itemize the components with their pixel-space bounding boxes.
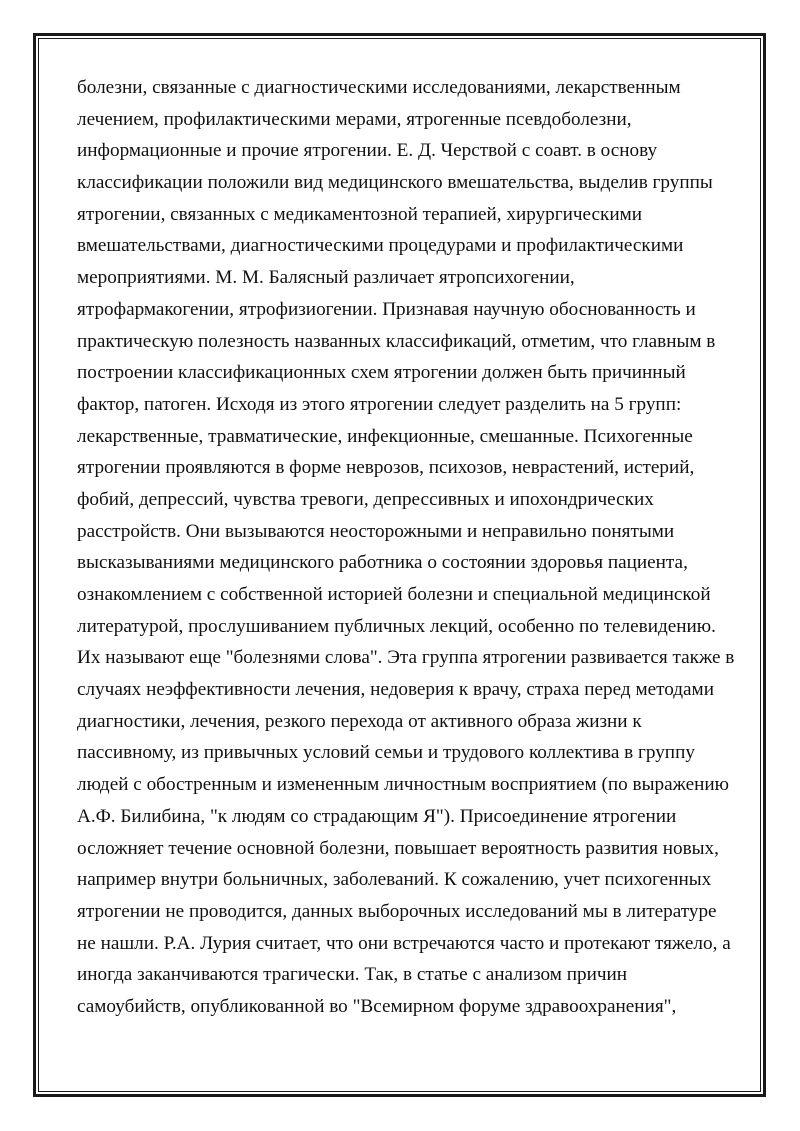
text-line: Их называют еще "болезнями слова". Эта группа ятрогении развивается также в	[77, 647, 735, 669]
text-line: самоубийств, опубликованной во "Всемирном форуме здравоохранения",	[77, 995, 677, 1017]
text-line: литературой, прослушиванием публичных лекций, особенно по телевидению.	[77, 615, 716, 637]
text-line: иногда заканчиваются трагически. Так, в статье с анализом причин	[77, 964, 628, 986]
text-line: мероприятиями. М. М. Балясный различает ятропсихогении,	[77, 267, 575, 289]
text-line: осложняет течение основной болезни, повышает вероятность развития новых,	[77, 837, 719, 859]
text-line: ятрофармакогении, ятрофизиогении. Признавая научную обоснованность и	[77, 298, 696, 320]
text-line: случаях неэффективности лечения, недоверия к врачу, страха перед методами	[77, 679, 714, 701]
text-line: ятрогении, связанных с медикаментозной терапией, хирургическими	[77, 203, 643, 225]
text-line: расстройств. Они вызываются неосторожными и неправильно понятыми	[77, 520, 675, 542]
text-line: вмешательствами, диагностическими процедурами и профилактическими	[77, 235, 684, 257]
text-line: диагностики, лечения, резкого перехода от активного образа жизни к	[77, 710, 642, 732]
text-line: лекарственные, травматические, инфекционные, смешанные. Психогенные	[77, 425, 693, 447]
text-line: классификации положили вид медицинского вмешательства, выделив группы	[77, 172, 713, 194]
text-line: пассивному, из привычных условий семьи и трудового коллектива в группу	[77, 742, 695, 764]
text-line: фактор, патоген. Исходя из этого ятрогении следует разделить на 5 групп:	[77, 393, 682, 415]
text-line: фобий, депрессий, чувства тревоги, депрессивных и ипохондрических	[77, 488, 654, 510]
text-line: высказываниями медицинского работника о состоянии здоровья пациента,	[77, 552, 688, 574]
text-line: например внутри больничных, заболеваний. К сожалению, учет психогенных	[77, 869, 712, 891]
text-line: ознакомлением с собственной историей болезни и специальной медицинской	[77, 584, 711, 605]
text-line: построении классификационных схем ятрогении должен быть причинный	[77, 362, 686, 384]
text-line: информационные и прочие ятрогении. Е. Д. Черствой с соавт. в основу	[77, 140, 658, 162]
text-line: не нашли. Р.А. Лурия считает, что они встречаются часто и протекают тяжело, а	[77, 932, 731, 954]
text-line: ятрогении не проводится, данных выборочных исследований мы в литературе	[77, 900, 717, 922]
document-body	[77, 72, 737, 1023]
text-line: практическую полезность названных классификаций, отметим, что главным в	[77, 330, 716, 352]
text-line: лечением, профилактическими мерами, ятрогенные псевдоболезни,	[77, 108, 632, 130]
text-line: людей с обостренным и измененным личностным восприятием (по выражению	[77, 774, 730, 796]
text-line: ятрогении проявляются в форме неврозов, психозов, неврастений, истерий,	[77, 457, 695, 479]
text-line: А.Ф. Билибина, "к людям со страдающим Я"). Присоединение ятрогении	[77, 805, 677, 827]
text-line: болезни, связанные с диагностическими исследованиями, лекарственным	[77, 77, 681, 98]
